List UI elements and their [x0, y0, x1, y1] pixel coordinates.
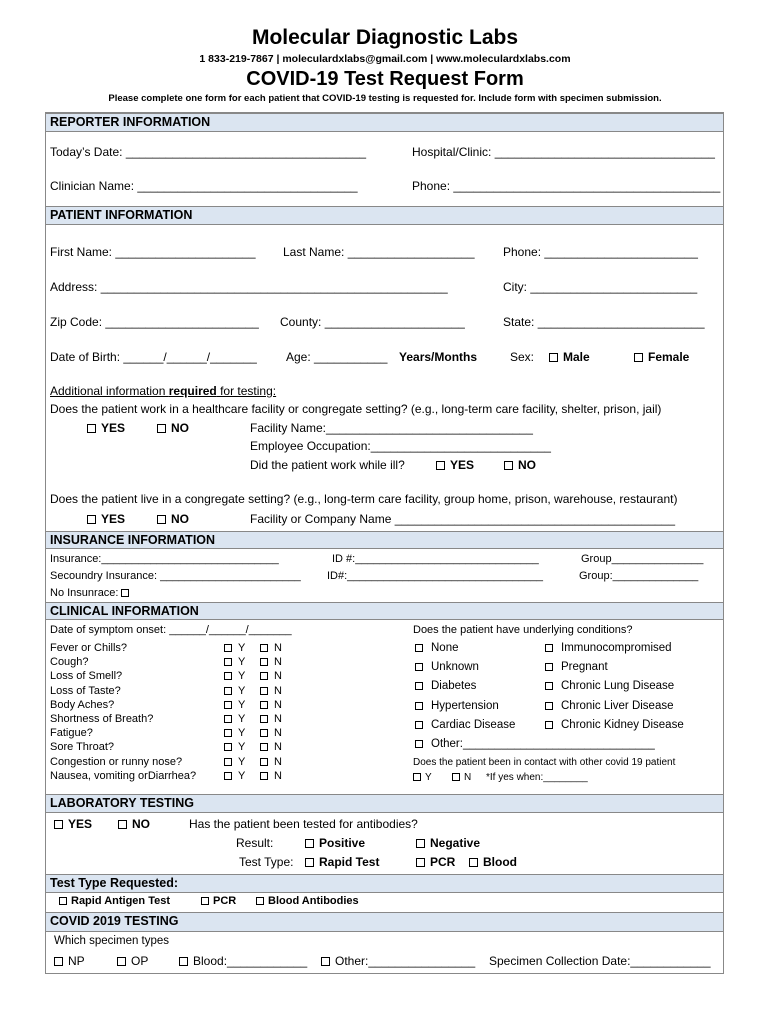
- occupation-field[interactable]: Employee Occupation:___________________________: [250, 439, 551, 453]
- symptom-no-checkbox[interactable]: N: [260, 741, 282, 753]
- checkbox-icon: [452, 773, 460, 781]
- specimen-types-label: Which specimen types: [54, 935, 170, 947]
- checkbox-icon: [54, 820, 63, 829]
- checkbox-icon: [436, 461, 445, 470]
- checkbox-icon: [415, 721, 423, 729]
- pcr-checkbox[interactable]: PCR: [201, 895, 236, 907]
- checkbox-icon: [224, 758, 232, 766]
- symptom-label: Nausea, vomiting orDiarrhea?: [50, 769, 197, 782]
- condition-checkbox[interactable]: Immunocompromised: [545, 642, 672, 654]
- checkbox-icon: [54, 957, 63, 966]
- blood-antibodies-checkbox[interactable]: Blood Antibodies: [256, 895, 359, 907]
- checkbox-icon: [415, 740, 423, 748]
- checkbox-icon: [260, 772, 268, 780]
- zip-field[interactable]: Zip Code: _______________________: [50, 315, 259, 329]
- checkbox-icon: [224, 658, 232, 666]
- other-specimen-checkbox[interactable]: Other:________________: [321, 954, 475, 968]
- additional-info-heading: Additional information required for testing:: [50, 384, 277, 398]
- symptom-no-checkbox[interactable]: N: [260, 713, 282, 725]
- state-field[interactable]: State: _________________________: [503, 315, 705, 329]
- symptom-label: Sore Throat?: [50, 741, 115, 754]
- congregate-yes-checkbox[interactable]: YES: [87, 512, 125, 526]
- blood-specimen-checkbox[interactable]: Blood:____________: [179, 954, 307, 968]
- symptom-no-checkbox[interactable]: N: [260, 685, 282, 697]
- checkbox-icon: [545, 663, 553, 671]
- contact-no-checkbox[interactable]: N: [452, 772, 471, 783]
- conditions-question: Does the patient have underlying conditions?: [413, 624, 633, 636]
- insurance-id-field[interactable]: ID #:______________________________: [332, 553, 539, 565]
- lab-pcr-checkbox[interactable]: PCR: [416, 855, 455, 869]
- form-instructions: Please complete one form for each patient that COVID-19 testing is requested for. Include form with specimen submission.: [108, 93, 662, 104]
- checkbox-icon: [545, 702, 553, 710]
- section-lab: LABORATORY TESTING: [46, 794, 723, 813]
- healthcare-yes-checkbox[interactable]: YES: [87, 421, 125, 435]
- clinician-field[interactable]: Clinician Name: _________________________________: [50, 179, 358, 193]
- checkbox-icon: [201, 897, 209, 905]
- congregate-question: Does the patient live in a congregate setting? (e.g., long-term care facility, group home, prison, warehouse, restaurant): [50, 492, 678, 506]
- secondary-id-field[interactable]: ID#:________________________________: [327, 570, 543, 582]
- symptom-yes-checkbox[interactable]: Y: [224, 642, 245, 654]
- symptom-no-checkbox[interactable]: N: [260, 727, 282, 739]
- insurance-group-field[interactable]: Group_______________: [581, 553, 704, 565]
- symptom-yes-checkbox[interactable]: Y: [224, 770, 245, 782]
- checkbox-icon: [545, 682, 553, 690]
- checkbox-icon: [413, 773, 421, 781]
- checkbox-icon: [224, 644, 232, 652]
- contact-yes-checkbox[interactable]: Y: [413, 772, 432, 783]
- checkbox-icon: [224, 687, 232, 695]
- checkbox-icon: [415, 682, 423, 690]
- symptom-label: Congestion or runny nose?: [50, 755, 183, 768]
- symptom-yes-checkbox[interactable]: Y: [224, 741, 245, 753]
- checkbox-icon: [260, 672, 268, 680]
- checkbox-icon: [416, 839, 425, 848]
- checkbox-icon: [416, 858, 425, 867]
- symptom-yes-checkbox[interactable]: Y: [224, 756, 245, 768]
- checkbox-icon: [504, 461, 513, 470]
- first-name-field[interactable]: First Name: _____________________: [50, 245, 256, 259]
- checkbox-icon: [224, 729, 232, 737]
- checkbox-icon: [157, 515, 166, 524]
- lab-no-checkbox[interactable]: NO: [118, 817, 150, 831]
- checkbox-icon: [260, 758, 268, 766]
- section-reporter: REPORTER INFORMATION: [46, 113, 723, 132]
- checkbox-icon: [179, 957, 188, 966]
- lab-blood-checkbox[interactable]: Blood: [469, 855, 517, 869]
- result-label: Result:: [236, 836, 274, 850]
- positive-checkbox[interactable]: Positive: [305, 836, 365, 850]
- county-field[interactable]: County: _____________________: [280, 315, 465, 329]
- dob-field[interactable]: Date of Birth: ______/______/_______: [50, 350, 257, 364]
- secondary-insurance-field[interactable]: Secoundry Insurance: _______________________: [50, 570, 301, 582]
- condition-checkbox[interactable]: None: [415, 642, 459, 654]
- male-checkbox[interactable]: Male: [549, 350, 590, 364]
- symptom-yes-checkbox[interactable]: Y: [224, 699, 245, 711]
- checkbox-icon: [117, 957, 126, 966]
- checkbox-icon: [121, 589, 129, 597]
- address-field[interactable]: Address: ____________________________________________________: [50, 280, 448, 294]
- section-test-type: Test Type Requested:: [46, 874, 723, 893]
- checkbox-icon: [224, 743, 232, 751]
- section-insurance: INSURANCE INFORMATION: [46, 531, 723, 549]
- checkbox-icon: [157, 424, 166, 433]
- symptom-label: Fever or Chills?: [50, 642, 128, 654]
- checkbox-icon: [260, 743, 268, 751]
- congregate-no-checkbox[interactable]: NO: [157, 512, 189, 526]
- symptom-label: Shortness of Breath?: [50, 713, 154, 725]
- condition-checkbox[interactable]: Other:______________________________: [415, 738, 655, 750]
- no-insurance-checkbox[interactable]: No Insunrace:: [50, 587, 133, 599]
- symptom-no-checkbox[interactable]: N: [260, 699, 282, 711]
- city-field[interactable]: City: _________________________: [503, 280, 698, 294]
- form-title: COVID-19 Test Request Form: [246, 68, 524, 90]
- checkbox-icon: [305, 839, 314, 848]
- symptom-no-checkbox[interactable]: N: [260, 756, 282, 768]
- checkbox-icon: [260, 658, 268, 666]
- checkbox-icon: [634, 353, 643, 362]
- female-checkbox[interactable]: Female: [634, 350, 689, 364]
- checkbox-icon: [305, 858, 314, 867]
- checkbox-icon: [415, 644, 423, 652]
- last-name-field[interactable]: Last Name: ___________________: [283, 245, 475, 259]
- checkbox-icon: [415, 663, 423, 671]
- symptom-no-checkbox[interactable]: N: [260, 656, 282, 668]
- todays-date-field[interactable]: Today’s Date: ____________________________________: [50, 145, 367, 159]
- checkbox-icon: [87, 424, 96, 433]
- negative-checkbox[interactable]: Negative: [416, 836, 480, 850]
- symptom-yes-checkbox[interactable]: Y: [224, 656, 245, 668]
- work-ill-no-checkbox[interactable]: NO: [504, 458, 536, 472]
- condition-checkbox[interactable]: Cardiac Disease: [415, 719, 515, 731]
- rapid-test-checkbox[interactable]: Rapid Test: [305, 855, 379, 869]
- antibodies-question: Has the patient been tested for antibodies?: [189, 817, 418, 831]
- checkbox-icon: [260, 687, 268, 695]
- condition-checkbox[interactable]: Chronic Liver Disease: [545, 700, 674, 712]
- reporter-phone-field[interactable]: Phone: ________________________________________: [412, 179, 721, 193]
- symptom-onset-field[interactable]: Date of symptom onset: ______/______/_______: [50, 624, 292, 636]
- healthcare-no-checkbox[interactable]: NO: [157, 421, 189, 435]
- patient-phone-field[interactable]: Phone: _______________________: [503, 245, 698, 259]
- checkbox-icon: [224, 715, 232, 723]
- condition-checkbox[interactable]: Chronic Lung Disease: [545, 680, 674, 692]
- condition-checkbox[interactable]: Unknown: [415, 661, 479, 673]
- contact-when-field[interactable]: *If yes when:________: [486, 772, 588, 783]
- rapid-antigen-checkbox[interactable]: Rapid Antigen Test: [59, 895, 170, 907]
- symptom-yes-checkbox[interactable]: Y: [224, 670, 245, 682]
- work-ill-question: Did the patient work while ill?: [250, 458, 405, 472]
- checkbox-icon: [260, 644, 268, 652]
- checkbox-icon: [260, 715, 268, 723]
- symptom-label: Cough?: [50, 656, 89, 669]
- np-checkbox[interactable]: NP: [54, 954, 85, 968]
- section-clinical: CLINICAL INFORMATION: [46, 602, 723, 620]
- secondary-group-field[interactable]: Group:______________: [579, 570, 699, 582]
- facility-name-field[interactable]: Facility Name:_______________________________: [250, 421, 533, 435]
- symptom-label: Fatigue?: [50, 727, 93, 740]
- checkbox-icon: [87, 515, 96, 524]
- symptom-no-checkbox[interactable]: N: [260, 770, 282, 782]
- age-unit: Years/Months: [399, 350, 478, 364]
- checkbox-icon: [545, 644, 553, 652]
- symptom-yes-checkbox[interactable]: Y: [224, 713, 245, 725]
- symptom-no-checkbox[interactable]: N: [260, 670, 282, 682]
- condition-checkbox[interactable]: Hypertension: [415, 700, 499, 712]
- symptom-label: Loss of Smell?: [50, 670, 123, 683]
- lab-contact: 1 833-219-7867 | moleculardxlabs@gmail.com | www.moleculardxlabs.com: [199, 53, 571, 65]
- contact-question: Does the patient been in contact with other covid 19 patient: [413, 757, 676, 768]
- checkbox-icon: [59, 897, 67, 905]
- condition-checkbox[interactable]: Chronic Kidney Disease: [545, 719, 684, 731]
- age-field[interactable]: Age: ___________: [286, 350, 388, 364]
- checkbox-icon: [224, 701, 232, 709]
- checkbox-icon: [224, 672, 232, 680]
- collection-date-field[interactable]: Specimen Collection Date:____________: [489, 954, 711, 968]
- checkbox-icon: [469, 858, 478, 867]
- checkbox-icon: [549, 353, 558, 362]
- checkbox-icon: [321, 957, 330, 966]
- checkbox-icon: [260, 729, 268, 737]
- sex-label: Sex:: [510, 350, 535, 364]
- condition-checkbox[interactable]: Diabetes: [415, 680, 476, 692]
- hospital-field[interactable]: Hospital/Clinic: _________________________________: [412, 145, 715, 159]
- company-name-field[interactable]: Facility or Company Name __________________________________________: [250, 512, 676, 526]
- symptom-yes-checkbox[interactable]: Y: [224, 727, 245, 739]
- symptom-yes-checkbox[interactable]: Y: [224, 685, 245, 697]
- test-type-label: Test Type:: [239, 855, 294, 869]
- section-covid-testing: COVID 2019 TESTING: [46, 912, 723, 932]
- section-patient: PATIENT INFORMATION: [46, 206, 723, 225]
- checkbox-icon: [260, 701, 268, 709]
- healthcare-question: Does the patient work in a healthcare facility or congregate setting? (e.g., long-term care facility, shelter, prison, jail): [50, 402, 662, 416]
- symptom-label: Body Aches?: [50, 698, 115, 711]
- condition-checkbox[interactable]: Pregnant: [545, 661, 608, 673]
- lab-yes-checkbox[interactable]: YES: [54, 817, 92, 831]
- work-ill-yes-checkbox[interactable]: YES: [436, 458, 474, 472]
- symptom-label: Loss of Taste?: [50, 684, 121, 697]
- insurance-field[interactable]: Insurance:_____________________________: [50, 553, 279, 565]
- symptom-no-checkbox[interactable]: N: [260, 642, 282, 654]
- checkbox-icon: [415, 702, 423, 710]
- checkbox-icon: [545, 721, 553, 729]
- checkbox-icon: [224, 772, 232, 780]
- checkbox-icon: [118, 820, 127, 829]
- op-checkbox[interactable]: OP: [117, 954, 148, 968]
- checkbox-icon: [256, 897, 264, 905]
- lab-name: Molecular Diagnostic Labs: [251, 26, 519, 49]
